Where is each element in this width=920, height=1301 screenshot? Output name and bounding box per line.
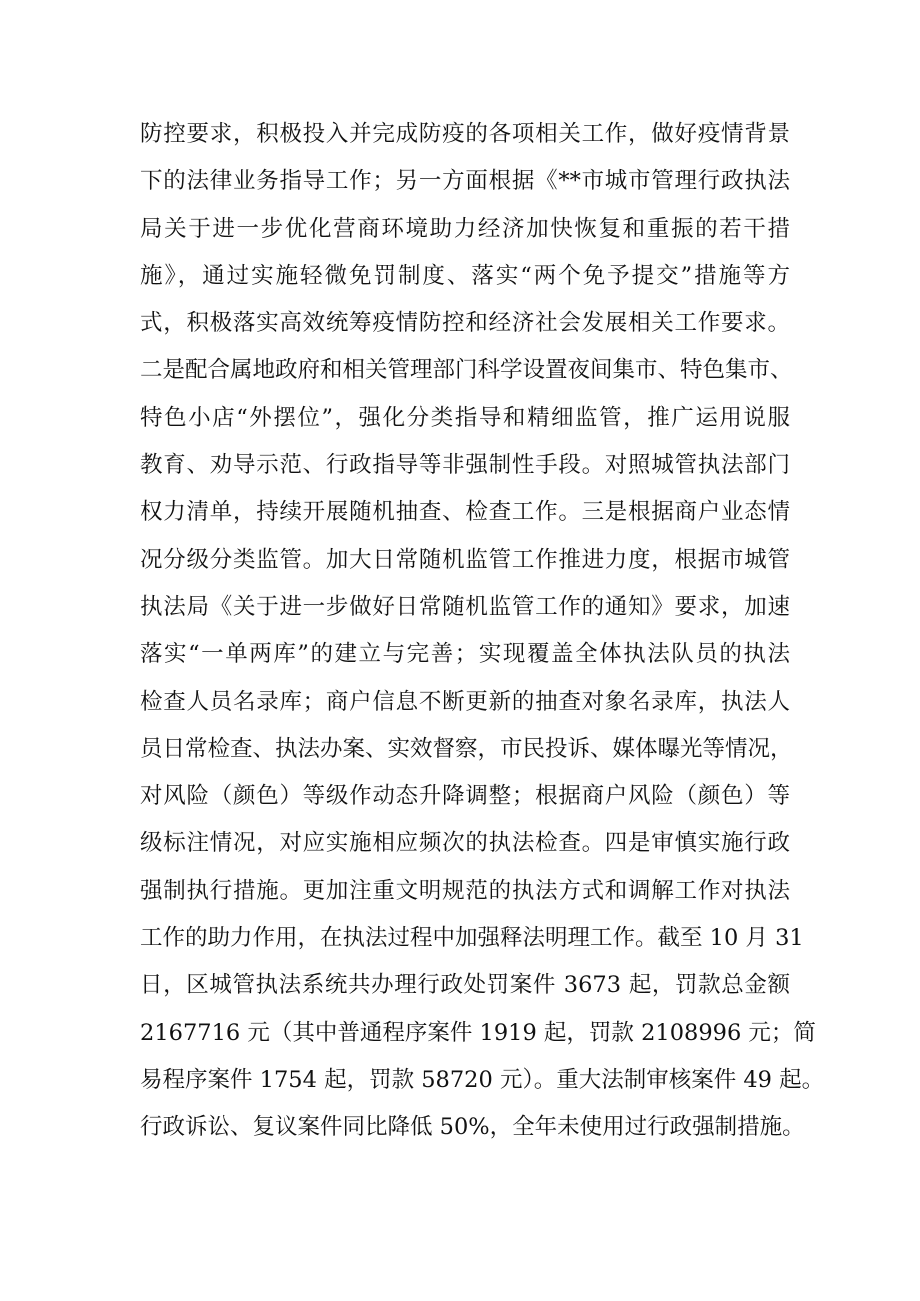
text-line: 二是配合属地政府和相关管理部门科学设置夜间集市、特色集市、 xyxy=(140,357,793,384)
text-line: 级标注情况，对应实施相应频次的执法检查。四是审慎实施行政 xyxy=(140,830,790,857)
text-line: 况分级分类监管。加大日常随机监管工作推进力度，根据市城管 xyxy=(140,546,790,573)
text-line: 特色小店“外摆位”，强化分类指导和精细监管，推广运用说服 xyxy=(140,404,790,431)
text-line: 行政诉讼、复议案件同比降低 50%，全年未使用过行政强制措施。 xyxy=(140,1114,805,1141)
text-line: 对风险（颜色）等级作动态升降调整；根据商户风险（颜色）等 xyxy=(140,783,790,810)
text-line: 2167716 元（其中普通程序案件 1919 起，罚款 2108996 元；简 xyxy=(140,1019,816,1046)
body-paragraph xyxy=(140,111,825,1152)
text-line: 防控要求，积极投入并完成防疫的各项相关工作，做好疫情背景 xyxy=(140,121,790,147)
text-line: 日，区城管执法系统共办理行政处罚案件 3673 起，罚款总金额 xyxy=(140,972,790,999)
text-line: 强制执行措施。更加注重文明规范的执法方式和调解工作对执法 xyxy=(140,877,790,904)
text-line: 检查人员名录库；商户信息不断更新的抽查对象名录库，执法人 xyxy=(140,688,790,715)
text-line: 式，积极落实高效统筹疫情防控和经济社会发展相关工作要求。 xyxy=(140,310,790,337)
text-line: 教育、劝导示范、行政指导等非强制性手段。对照城管执法部门 xyxy=(140,452,790,479)
text-line: 工作的助力作用，在执法过程中加强释法明理工作。截至 10 月 31 xyxy=(140,925,804,952)
text-line: 权力清单，持续开展随机抽查、检查工作。三是根据商户业态情 xyxy=(140,499,790,526)
text-line: 施》，通过实施轻微免罚制度、落实“两个免予提交”措施等方 xyxy=(140,262,790,289)
text-line: 下的法律业务指导工作；另一方面根据《**市城市管理行政执法 xyxy=(140,168,790,195)
text-line: 易程序案件 1754 起，罚款 58720 元）。重大法制审核案件 49 起。 xyxy=(140,1066,825,1093)
text-line: 落实“一单两库”的建立与完善；实现覆盖全体执法队员的执法 xyxy=(140,641,790,668)
text-line: 局关于进一步优化营商环境助力经济加快恢复和重振的若干措 xyxy=(140,215,790,242)
text-line: 员日常检查、执法办案、实效督察，市民投诉、媒体曝光等情况， xyxy=(140,735,793,762)
text-line: 执法局《关于进一步做好日常随机监管工作的通知》要求，加速 xyxy=(140,593,790,620)
